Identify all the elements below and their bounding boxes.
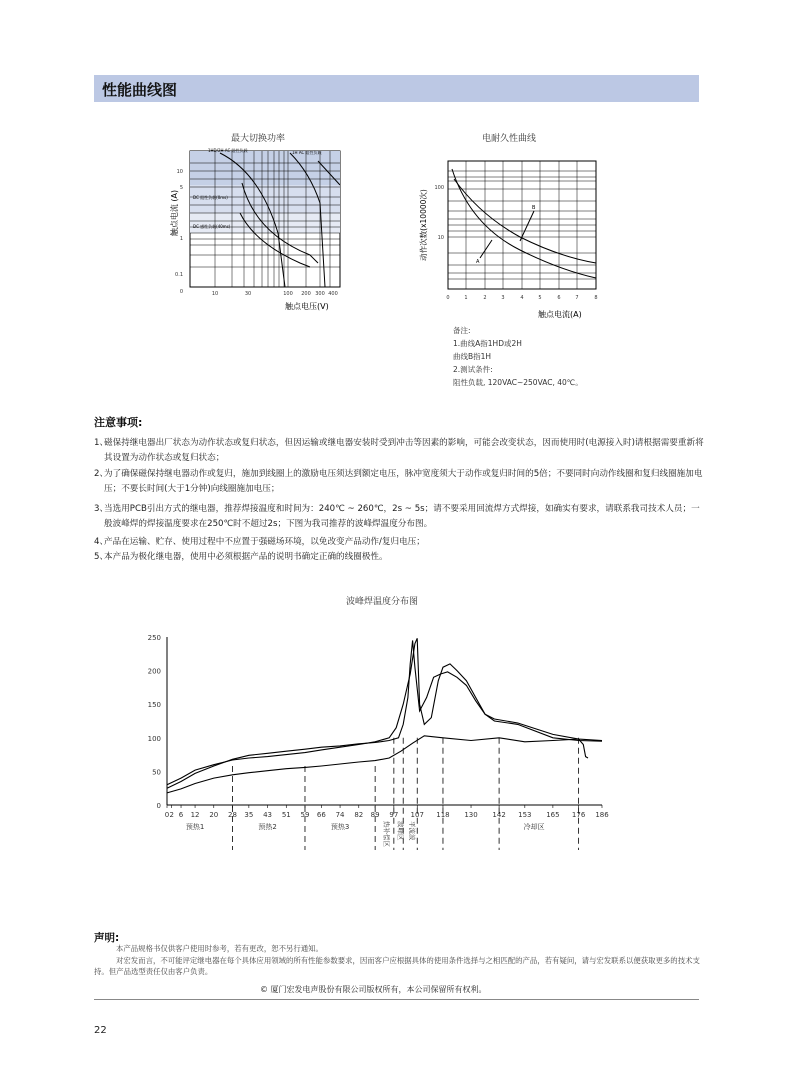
curve-label-a: A (476, 259, 480, 265)
series-line-1 (167, 638, 602, 785)
electrical-endurance-chart (410, 145, 610, 325)
x-tick-label: 6 (178, 811, 184, 819)
x-tick-label: 153 (518, 811, 532, 819)
x-tick-label: 107 (410, 811, 424, 819)
y-tick: 0 (179, 289, 183, 295)
x-tick: 200 (301, 291, 311, 297)
x-tick-label: 186 (595, 811, 609, 819)
zone-label: 热补偿区 (382, 821, 391, 847)
x-tick-label: 35 (244, 811, 254, 819)
right-x-axis-label: 触点电流(A) (538, 310, 582, 319)
remarks-line: 2.测试条件: (453, 365, 493, 374)
footer-divider (94, 999, 699, 1000)
y-tick-label: 250 (147, 634, 161, 642)
x-tick-label: 142 (492, 811, 506, 819)
y-tick-label: 0 (156, 802, 161, 810)
x-tick-label: 43 (263, 811, 273, 819)
y-tick-label: 100 (147, 734, 161, 743)
x-tick: 300 (315, 291, 325, 297)
notes-title: 注意事项: (94, 416, 143, 429)
wave-soldering-chart (130, 625, 610, 865)
remarks (453, 324, 583, 389)
y-tick: 10 (437, 235, 444, 241)
note-item: 2、 为了确保磁保持继电器动作或复归，施加到线圈上的激励电压须达到额定电压，脉冲宽度须大于动作或复归时间的5倍；不要同时向动作线圈和复归线圈施加电压；不要长时间(大于1分钟)向线圈施加电压； (94, 469, 703, 494)
x-tick: 5 (538, 295, 542, 301)
x-tick-label: 2 (169, 811, 174, 819)
y-tick: 100 (434, 185, 444, 191)
x-tick: 7 (575, 295, 579, 301)
annot-dc-0ms: DC 阻性负载(0ms) (193, 195, 228, 200)
x-tick: 3 (501, 295, 505, 301)
series-line-3 (167, 736, 588, 793)
annot-1hd2h: 1HD/2H AC 阻性负载 (208, 148, 248, 153)
note-item: 1、 磁保持继电器出厂状态为动作状态或复归状态，但因运输或继电器安装时受到冲击等因素的影响，可能会改变状态，因而使用时(电源接入时)请根据需要重新将其设置为动作状态或复归状态； (94, 438, 704, 463)
x-tick-label: 28 (228, 811, 237, 819)
y-tick: 5 (179, 185, 183, 191)
x-tick-label: 165 (546, 811, 560, 819)
declaration-line: 对宏发而言，不可能评定继电器在每个具体应用领域的所有性能参数要求，因而客户应根据具体的使用条件选择与之相匹配的产品，若有疑问，请与宏发联系以便获取更多的技术支持。但产品选型责任仅由客户负责。 (94, 955, 700, 976)
left-x-axis-label: 触点电压(V) (285, 302, 329, 311)
x-tick-label: 66 (316, 811, 326, 819)
max-switching-power-chart (160, 143, 350, 318)
y-tick: 0.1 (175, 272, 183, 278)
right-y-axis-label: 动作次数(x10000次) (419, 189, 428, 261)
x-tick-label: 51 (281, 811, 291, 819)
zone-label: 预热2 (258, 823, 277, 831)
y-tick-label: 150 (147, 701, 161, 710)
remarks-line: 1.曲线A指1HD或2H (453, 339, 522, 348)
x-tick: 400 (328, 291, 338, 297)
note-item: 4、 产品在运输、贮存、使用过程中不应置于强磁场环境，以免改变产品动作/复归电压； (94, 537, 425, 547)
x-tick-label: 59 (300, 811, 310, 819)
x-tick: 6 (557, 295, 561, 301)
x-tick: 0 (446, 295, 450, 301)
x-tick-label: 0 (164, 811, 170, 819)
wave-chart-title: 波峰焊温度分布图 (346, 597, 419, 607)
right-chart-title: 电耐久性曲线 (482, 134, 537, 144)
y-tick-label: 50 (152, 768, 161, 777)
page-number: 22 (94, 1025, 107, 1036)
declaration-line: 本产品规格书仅供客户使用时参考，若有更改，恕不另行通知。 (116, 944, 323, 953)
zone-label: 波峰区 (396, 821, 405, 841)
zone-label: 预热3 (330, 823, 350, 831)
x-tick-label: 89 (370, 811, 380, 819)
copyright: © 厦门宏发电声股份有限公司版权所有，本公司保留所有权利。 (260, 985, 487, 994)
x-tick-label: 12 (190, 811, 200, 819)
x-tick: 4 (520, 295, 524, 301)
y-tick: 10 (176, 169, 183, 175)
annot-1h: 1H AC 阻性负载 (292, 150, 322, 155)
remarks-line: 曲线B指1H (453, 352, 492, 361)
zone-label: 平流波 (408, 821, 417, 841)
x-tick-label: 118 (436, 811, 450, 819)
x-tick: 10 (211, 291, 219, 297)
x-tick-label: 97 (389, 811, 399, 819)
x-tick-label: 20 (209, 811, 219, 819)
x-tick-label: 82 (354, 811, 364, 819)
left-chart-title: 最大切换功率 (231, 134, 286, 144)
zone-label: 冷却区 (523, 823, 545, 831)
x-tick-label: 74 (335, 811, 345, 819)
section-header (94, 75, 699, 102)
note-item: 3、 当选用PCB引出方式的继电器，推荐焊接温度和时间为：240℃ ~ 260℃，2s ~ 5s；请不要采用回流焊方式焊接，如确实有要求，请联系我司技术人员；一般波峰焊的焊接温度要求在250℃时不超过2s；下图为我司推荐的波峰焊温度分布图。 (94, 504, 700, 529)
x-tick-label: 130 (464, 811, 478, 819)
annot-dc-40ms: DC 感性负载(40ms) (193, 224, 231, 229)
x-tick: 8 (594, 295, 598, 301)
zone-label: 预热1 (185, 823, 205, 831)
x-tick: 1 (464, 295, 468, 301)
x-tick: 2 (483, 295, 487, 301)
x-tick: 30 (244, 291, 252, 297)
remarks-line: 阻性负载, 120VAC~250VAC, 40℃。 (453, 378, 583, 387)
x-tick-label: 176 (571, 811, 586, 819)
declaration-text (94, 943, 704, 978)
left-y-axis-label: 触点电流 (A) (170, 189, 179, 237)
section-title: 性能曲线图 (102, 81, 178, 99)
x-tick: 100 (283, 291, 293, 297)
curve-label-b: B (532, 205, 536, 211)
remarks-title: 备注: (453, 326, 471, 335)
note-item: 5、 本产品为极化继电器，使用中必须根据产品的说明书确定正确的线圈极性。 (94, 552, 388, 562)
declaration-title: 声明: (94, 932, 120, 944)
y-tick-label: 200 (147, 667, 161, 676)
y-tick: 1 (179, 236, 183, 242)
